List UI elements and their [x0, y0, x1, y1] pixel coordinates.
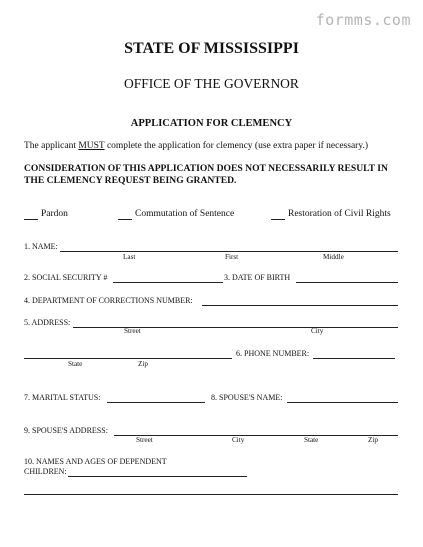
name-first-caption: First: [225, 253, 239, 261]
application-title: APPLICATION FOR CLEMENCY: [130, 118, 293, 129]
name-field[interactable]: [60, 251, 398, 252]
address-state-caption: State: [68, 360, 83, 368]
state-title: STATE OF MISSISSIPPI: [124, 40, 299, 57]
pardon-label: Pardon: [41, 209, 68, 219]
ssn-field[interactable]: [113, 282, 223, 283]
dependents-label-cont: CHILDREN:: [24, 467, 67, 476]
spouse-name-label: 8. SPOUSE'S NAME:: [211, 393, 283, 402]
office-title: OFFICE OF THE GOVERNOR: [124, 76, 299, 91]
instructions-after: complete the application for clemency (use extra paper if necessary.): [104, 141, 368, 151]
name-middle-caption: Middle: [323, 253, 344, 261]
spouse-zip-caption: Zip: [368, 436, 378, 444]
dob-field[interactable]: [296, 282, 398, 283]
marital-field[interactable]: [107, 402, 205, 403]
dependents-label: 10. NAMES AND AGES OF DEPENDENT: [24, 457, 167, 466]
address-street-caption: Street: [124, 327, 141, 335]
commutation-label: Commutation of Sentence: [135, 209, 235, 219]
address-state-zip-field[interactable]: [24, 358, 232, 359]
instructions-must: MUST: [78, 141, 105, 151]
dob-label: 3. DATE OF BIRTH: [224, 273, 291, 282]
spouse-street-caption: Street: [136, 436, 153, 444]
pardon-checkbox[interactable]: [24, 219, 38, 220]
restoration-checkbox[interactable]: [271, 219, 285, 220]
marital-label: 7. MARITAL STATUS:: [24, 393, 101, 402]
doc-number-field[interactable]: [202, 305, 398, 306]
spouse-city-caption: City: [232, 436, 245, 444]
spouse-name-field[interactable]: [287, 402, 398, 403]
instructions-before: The applicant: [24, 141, 79, 151]
instructions: [24, 141, 368, 151]
address-field[interactable]: [73, 327, 398, 328]
dependents-field-line-2[interactable]: [24, 494, 398, 495]
name-last-caption: Last: [123, 253, 136, 261]
watermark: formms.com: [315, 11, 411, 29]
phone-label: 6. PHONE NUMBER:: [236, 349, 310, 358]
address-city-caption: City: [311, 327, 324, 335]
address-zip-caption: Zip: [138, 360, 148, 368]
commutation-checkbox[interactable]: [118, 219, 132, 220]
phone-field[interactable]: [313, 358, 395, 359]
dependents-field[interactable]: [68, 476, 247, 477]
ssn-label: 2. SOCIAL SECURITY #: [24, 273, 108, 282]
spouse-address-label: 9. SPOUSE'S ADDRESS:: [24, 426, 108, 435]
name-label: 1. NAME:: [24, 242, 58, 251]
restoration-label: Restoration of Civil Rights: [288, 209, 391, 219]
address-label: 5. ADDRESS:: [24, 318, 71, 327]
doc-number-label: 4. DEPARTMENT OF CORRECTIONS NUMBER:: [24, 296, 193, 305]
spouse-state-caption: State: [304, 436, 319, 444]
warning-notice: CONSIDERATION OF THIS APPLICATION DOES NOT NECESSARILY RESULT IN THE CLEMENCY REQUEST BEING GRANTED.: [24, 163, 388, 186]
spouse-address-field[interactable]: [114, 435, 398, 436]
